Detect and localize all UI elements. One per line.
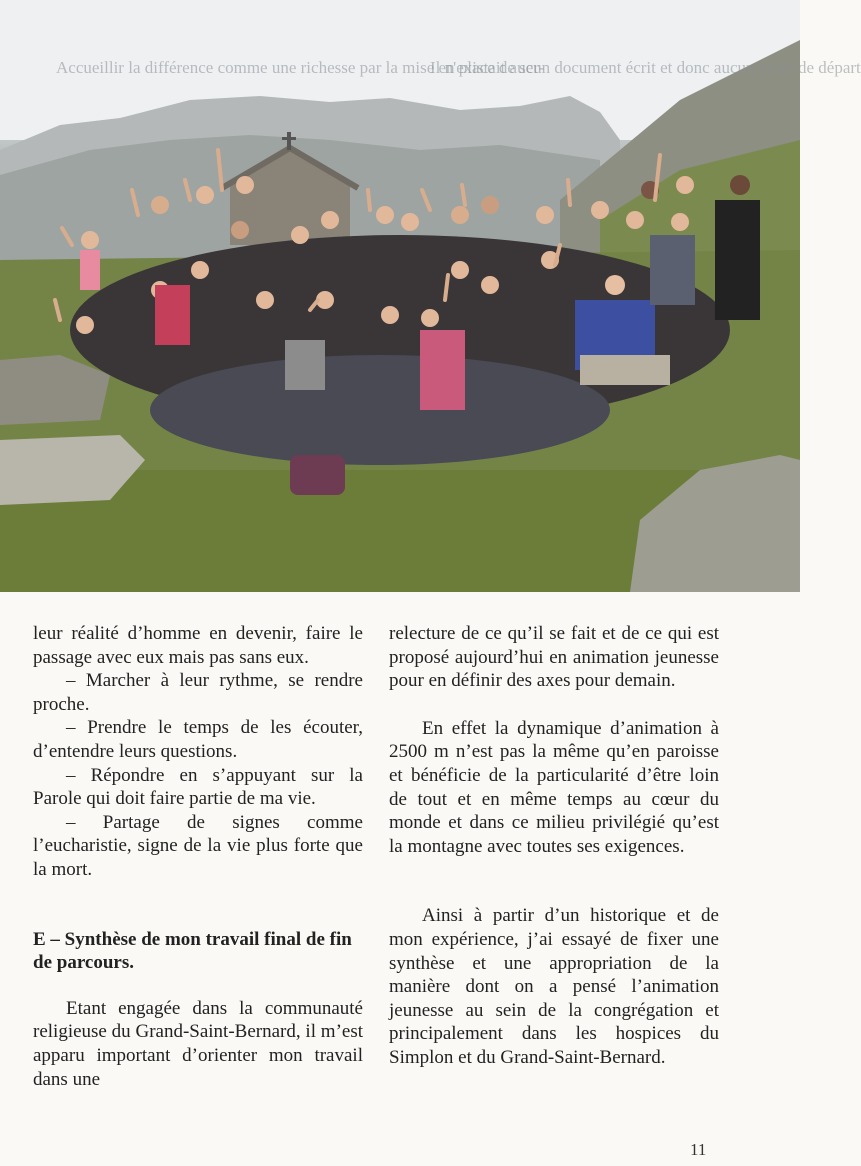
left-text-column [33,622,363,1091]
left-paragraph-2: – Marcher à leur rythme, se rendre proche. [33,670,363,715]
photo-bleed-text-right: Il n'existait aucun document écrit et donc aucun point de départ [430,58,861,77]
photo-bleed-text-left: Accueillir la différence comme une richesse par la mise en place de ser- [56,58,545,77]
left-paragraph-6: Etant engagée dans la communauté religieuse du Grand-Saint-Bernard, il m’est apparu important d’orienter mon travail dans une [33,997,363,1090]
left-paragraph-4: – Répondre en s’appuyant sur la Parole qui doit faire partie de ma vie. [33,764,363,810]
left-paragraph-1: leur réalité d’homme en devenir, faire le passage avec eux mais pas sans eux. [33,623,363,668]
section-heading: E – Synthèse de mon travail final de fin de parcours. [33,928,352,974]
left-paragraph-5: – Partage de signes comme l’eucharistie, signe de la vie plus forte que la mort. [33,811,363,880]
photo-scene [0,0,800,592]
right-text-column [389,622,719,1070]
right-paragraph-2: En effet la dynamique d’animation à 2500 m n’est pas la même qu’en paroisse et bénéficie de la particularité d’être loin de tout et en même temps au cœur du monde et dans ce milieu privilégié qu’est la montagne avec toutes ses exigences. [389,717,719,857]
left-paragraph-3: – Prendre le temps de les écouter, d’entendre leurs questions. [33,717,363,762]
right-paragraph-1: relecture de ce qu’il se fait et de ce qui est proposé aujourd’hui en animation jeunesse pour en définir des axes pour demain. [389,623,719,692]
right-paragraph-3: Ainsi à partir d’un historique et de mon expérience, j’ai essayé de fixer une synthèse et une appropriation de la manière dont on a pensé l’animation jeunesse au sein de la congrégation et principalement dans les hospices du Simplon et du Grand-Saint-Bernard. [389,905,719,1068]
page-number: 11 [690,1140,707,1159]
